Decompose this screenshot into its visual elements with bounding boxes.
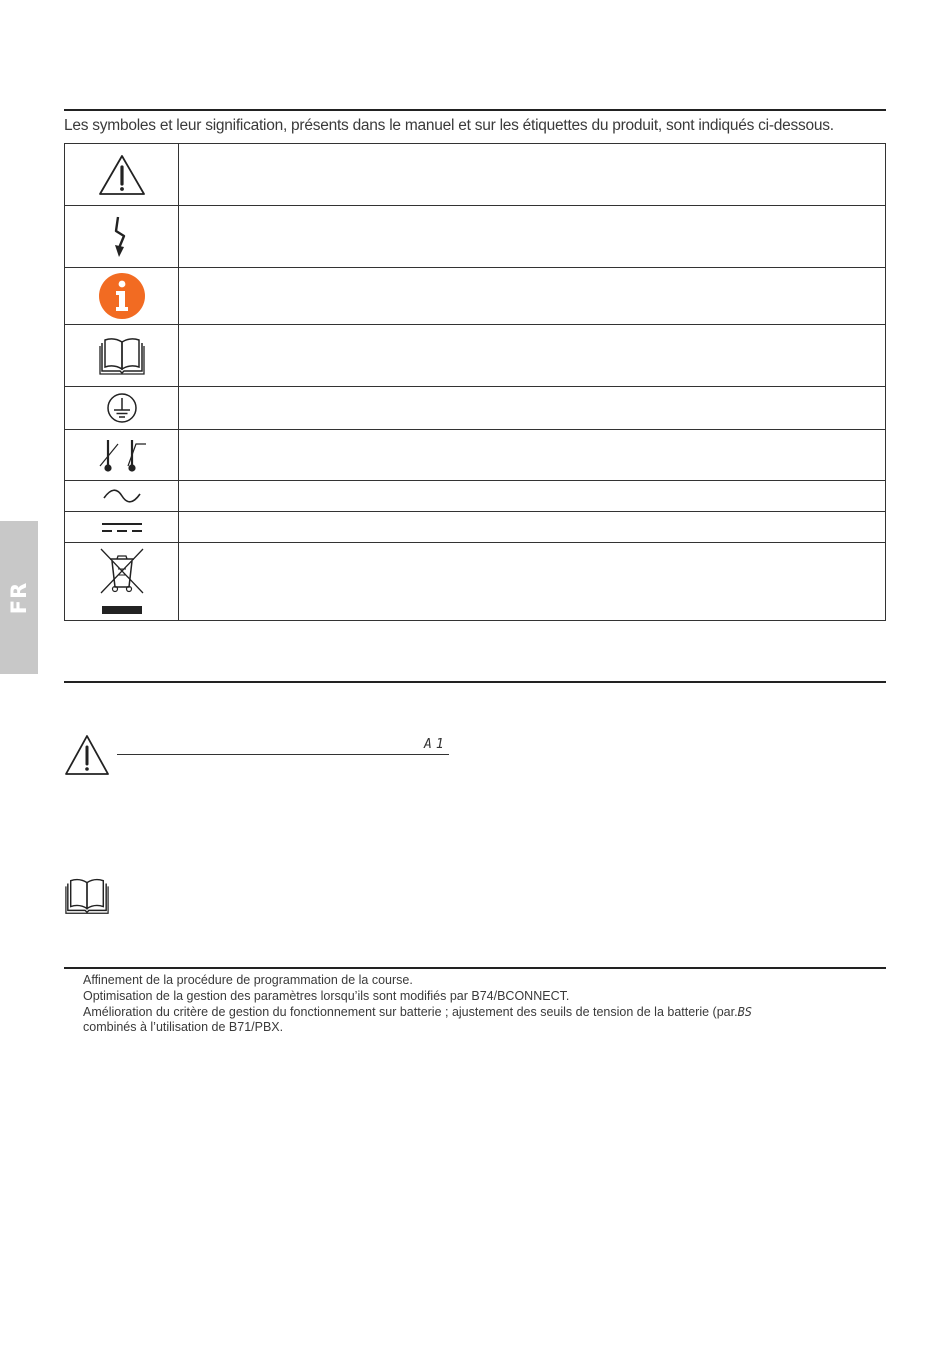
note-text: Amélioration du critère de gestion du fonctionnement sur batterie ; ajustement des seuils de tension de la batterie (par. [83,1004,738,1019]
symbol-row [65,430,886,481]
section-rule [64,681,886,683]
symbol-cell [65,512,179,543]
symbol-cell [65,430,179,481]
intro-text: Les symboles et leur signification, présents dans le manuel et sur les étiquettes du produit, sont indiqués ci-dessous. [64,117,834,134]
direct-current-icon [101,520,143,534]
symbol-cell [65,387,179,430]
symbol-row [65,543,886,621]
info-icon [98,272,146,320]
symbol-description [179,543,886,621]
symbol-row [65,206,886,268]
warning-underline [117,754,449,755]
symbol-cell [65,206,179,268]
notes-rule [64,967,886,969]
symbol-description [179,206,886,268]
lightning-icon [112,215,132,259]
symbol-row [65,512,886,543]
language-side-tab [0,521,38,674]
symbol-cell [65,481,179,512]
symbol-row [65,268,886,325]
symbol-cell [65,268,179,325]
symbol-row [65,325,886,387]
warning-triangle-icon [98,154,146,196]
note-line: combinés à l’utilisation de B71/PBX. [83,1020,284,1035]
symbol-description [179,481,886,512]
symbol-cell [65,144,179,206]
symbol-row [65,144,886,206]
weee-crossed-bin-icon [98,547,146,617]
symbols-table [64,143,886,621]
temperature-icon [96,436,148,474]
language-label: FR [7,581,31,614]
symbol-cell [65,543,179,621]
symbol-description [179,268,886,325]
symbol-description [179,387,886,430]
symbol-description [179,430,886,481]
top-rule [64,109,886,111]
symbol-description [179,144,886,206]
warning-triangle-icon [64,734,110,776]
note-line: Optimisation de la gestion des paramètres lorsqu’ils sont modifiés par B74/BCONNECT. [83,988,570,1003]
alternating-current-icon [102,488,142,504]
display-code: A1 [424,737,448,752]
note-line: Affinement de la procédure de programmation de la course. [83,973,413,987]
earth-ground-icon [106,392,138,424]
revision-notes [83,973,883,1036]
manual-book-icon [64,876,110,916]
symbol-description [179,325,886,387]
manual-book-icon [98,337,146,375]
symbol-row [65,387,886,430]
note-line [83,1005,883,1021]
parameter-code: BS [737,1004,753,1019]
symbol-row [65,481,886,512]
symbol-cell [65,325,179,387]
symbol-description [179,512,886,543]
